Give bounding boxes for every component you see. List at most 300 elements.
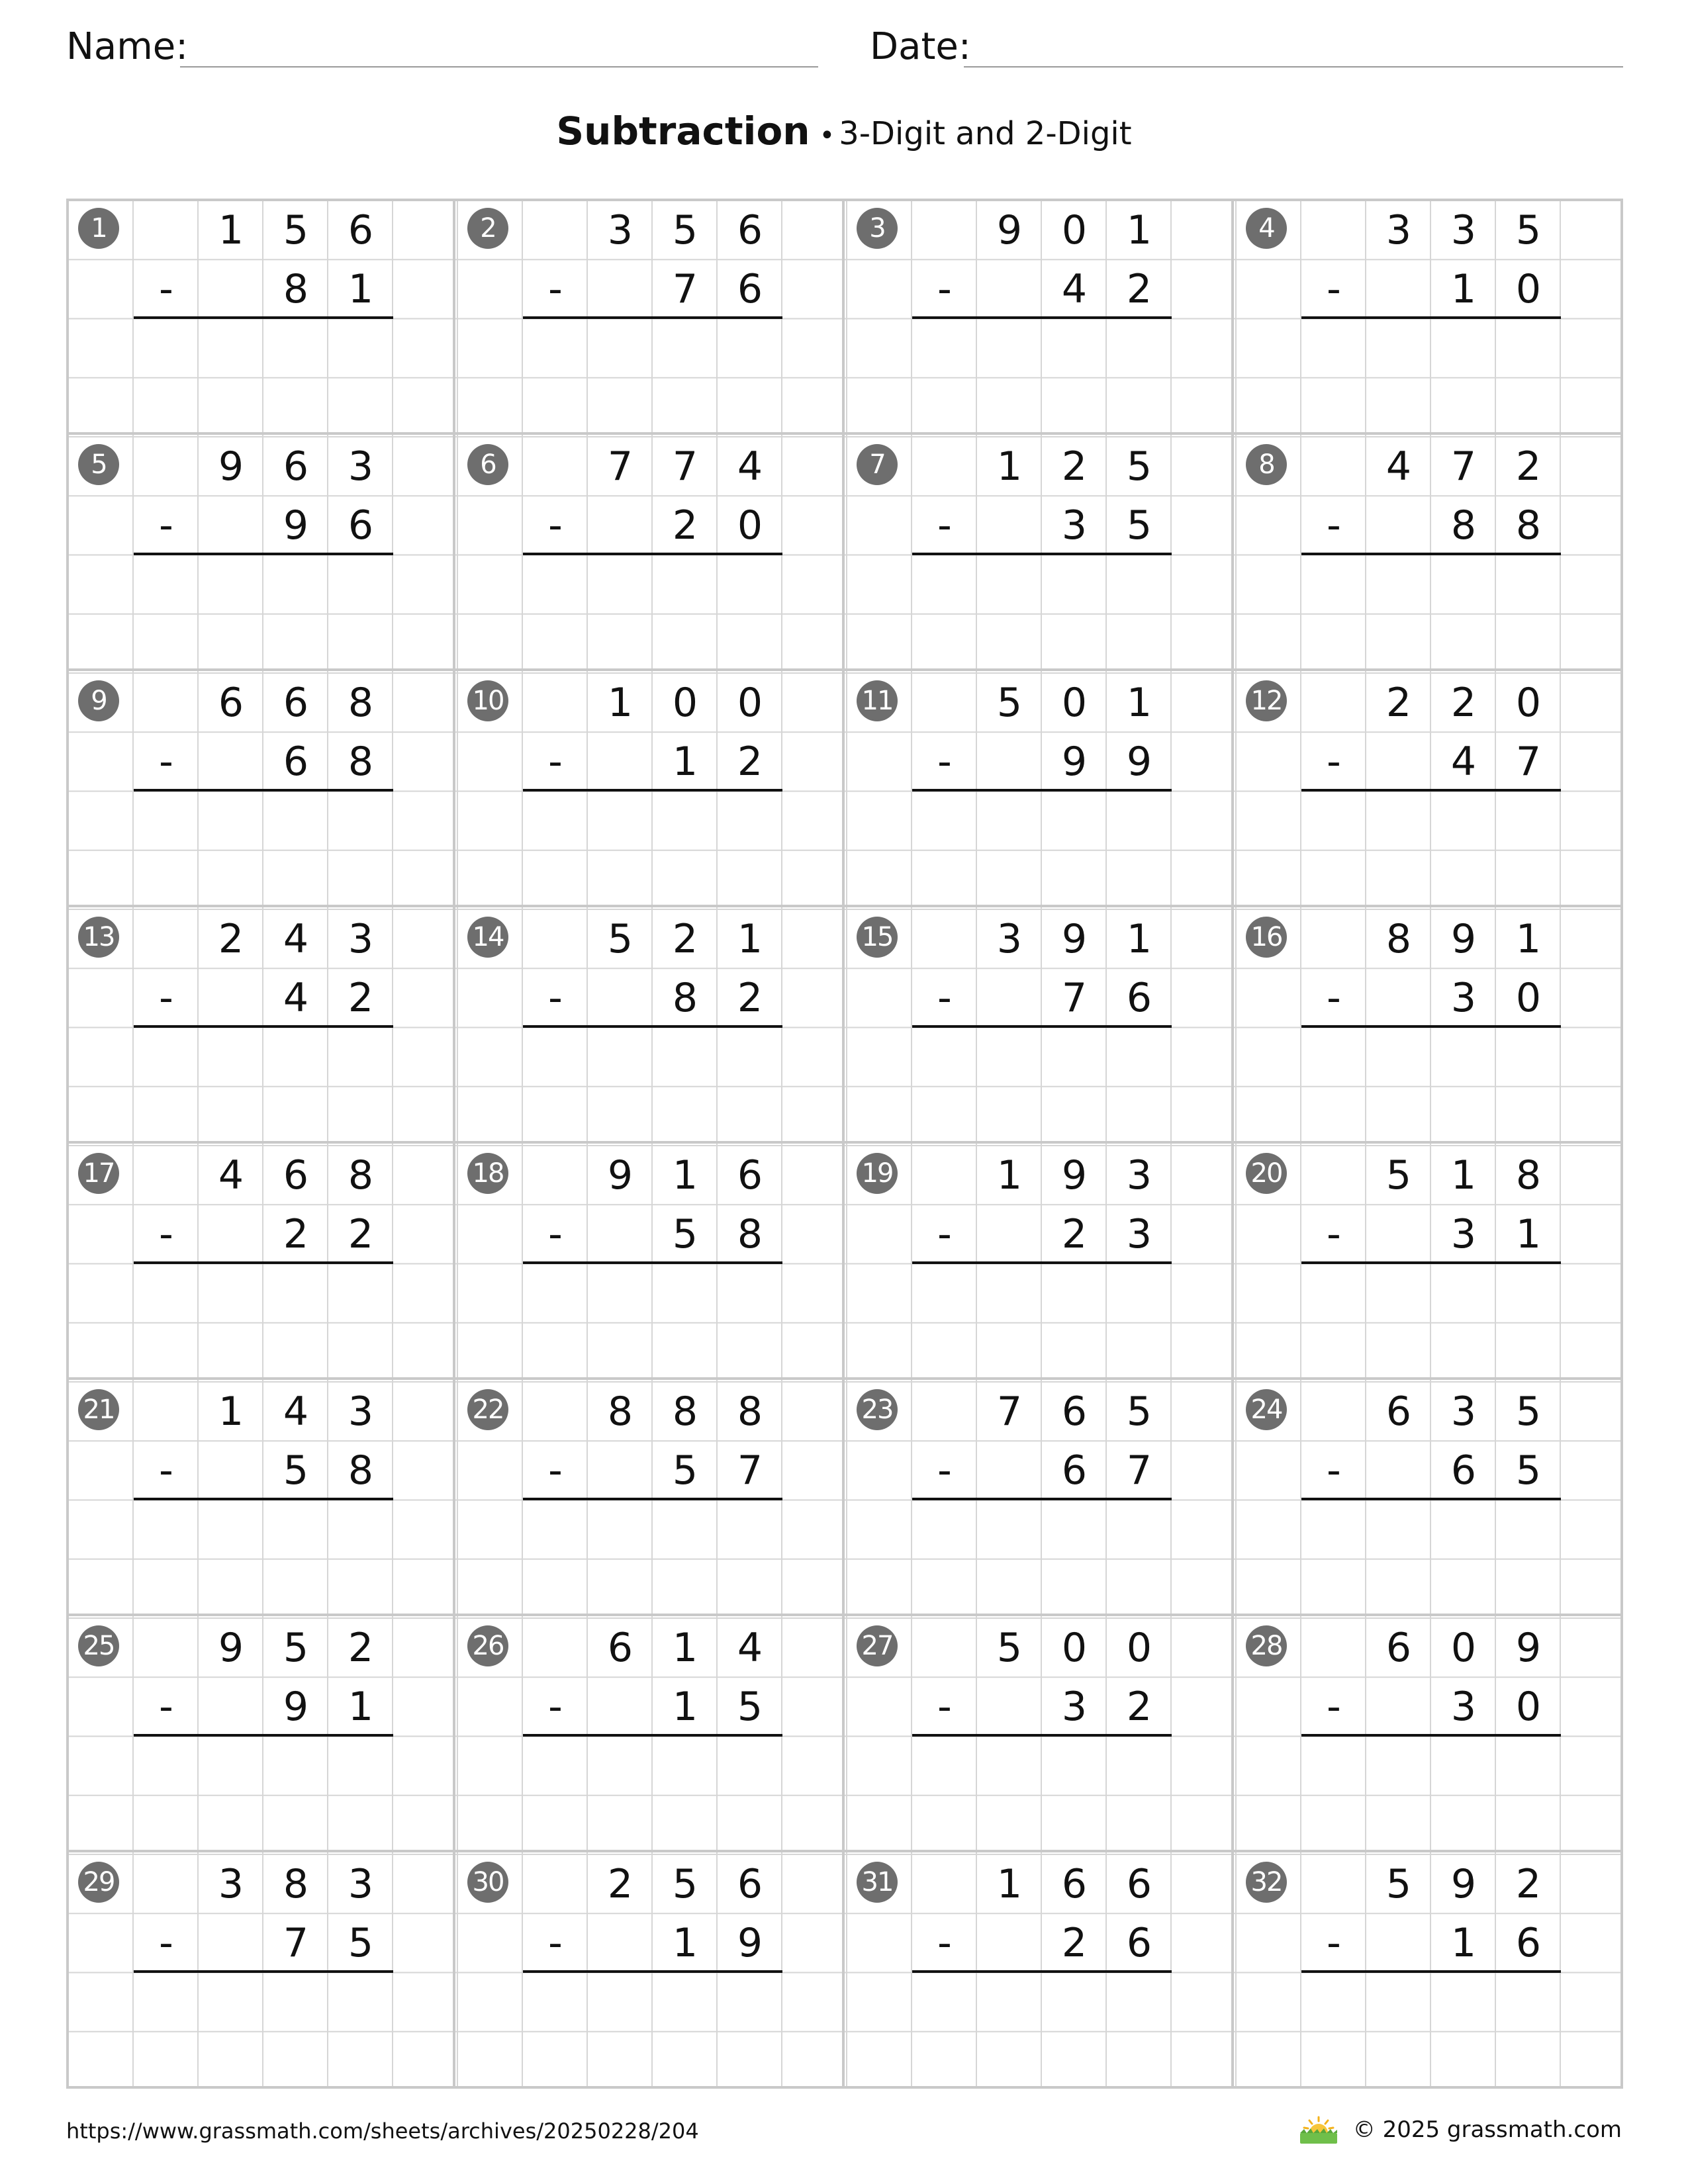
minuend-digit: 5 [1385,1861,1412,1907]
answer-area[interactable] [523,322,782,433]
answer-area[interactable] [523,1976,782,2087]
answer-rule [1301,1498,1561,1500]
minus-operator: - [937,1684,952,1731]
minus-operator: - [937,502,952,549]
answer-area[interactable] [912,1740,1172,1850]
answer-area[interactable] [134,1504,393,1614]
problem-number-badge: 12 [1246,680,1287,721]
title-subtitle: 3-Digit and 2-Digit [839,115,1132,152]
minuend-digit: 6 [1385,1625,1412,1671]
problem-number-badge: 15 [857,917,898,958]
minuend-digit: 6 [1385,1388,1412,1435]
minuend-digit: 2 [607,1861,633,1907]
minus-operator: - [548,266,563,313]
minus-operator: - [159,1211,173,1258]
problem-cell [845,671,1234,907]
subtrahend-digit: 1 [348,1684,374,1731]
problem-number-badge: 26 [467,1625,508,1666]
problem-cell [845,1616,1234,1852]
problem-cell [1234,1852,1623,2089]
minuend-digit: 7 [996,1388,1023,1435]
subtrahend-digit: 9 [1126,739,1152,786]
minus-operator: - [1327,1920,1341,1967]
problem-number-badge: 32 [1246,1862,1287,1903]
minuend-digit: 1 [672,1625,698,1671]
minuend-digit: 5 [1515,207,1542,253]
minuend-digit: 8 [672,1388,698,1435]
minuend-digit: 3 [348,916,374,962]
problem-number-badge: 30 [467,1862,508,1903]
answer-area[interactable] [134,1740,393,1850]
minuend-digit: 9 [996,207,1023,253]
subtrahend-digit: 4 [1450,739,1477,786]
minus-operator: - [159,502,173,549]
minuend-digit: 2 [1385,680,1412,726]
minuend-digit: 4 [737,1625,763,1671]
problem-cell [66,1616,455,1852]
answer-rule [1301,553,1561,555]
problem-number-badge: 16 [1246,917,1287,958]
minuend-digit: 1 [218,1388,244,1435]
minuend-digit: 2 [348,1625,374,1671]
problem-number-badge: 31 [857,1862,898,1903]
minuend-digit: 1 [1515,916,1542,962]
minuend-digit: 2 [218,916,244,962]
problem-number-badge: 18 [467,1153,508,1194]
minus-operator: - [548,1211,563,1258]
minuend-digit: 3 [218,1861,244,1907]
answer-rule [1301,316,1561,319]
problem-number-badge: 14 [467,917,508,958]
minuend-digit: 5 [996,1625,1023,1671]
minuend-digit: 0 [1450,1625,1477,1671]
answer-rule [523,553,782,555]
minuend-digit: 6 [737,1861,763,1907]
subtrahend-digit: 7 [737,1447,763,1494]
subtrahend-digit: 5 [348,1920,374,1967]
minuend-digit: 8 [283,1861,309,1907]
subtrahend-digit: 2 [737,739,763,786]
page-title [0,105,1688,162]
answer-rule [912,1498,1172,1500]
answer-area[interactable] [1301,795,1561,905]
subtrahend-digit: 6 [1450,1447,1477,1494]
subtrahend-digit: 8 [283,266,309,313]
minuend-digit: 3 [996,916,1023,962]
subtrahend-digit: 4 [283,975,309,1022]
problem-number-badge: 13 [78,917,119,958]
minus-operator: - [1327,739,1341,786]
answer-rule [912,553,1172,555]
minus-operator: - [159,1920,173,1967]
problem-number-badge: 5 [78,444,119,485]
minus-operator: - [937,1920,952,1967]
answer-rule [1301,789,1561,792]
subtrahend-digit: 6 [1515,1920,1542,1967]
problem-cell [66,1144,455,1380]
minuend-digit: 3 [1450,207,1477,253]
subtrahend-digit: 0 [1515,1684,1542,1731]
minuend-digit: 4 [1385,443,1412,490]
problem-cell [845,1144,1234,1380]
answer-area[interactable] [134,1976,393,2087]
subtrahend-digit: 1 [672,739,698,786]
name-label: Name: [66,25,189,68]
answer-rule [912,1970,1172,1973]
subtrahend-digit: 6 [348,502,374,549]
subtrahend-digit: 6 [737,266,763,313]
answer-area[interactable] [134,795,393,905]
problem-number-badge: 1 [78,208,119,249]
answer-area[interactable] [523,1031,782,1142]
subtrahend-digit: 2 [348,975,374,1022]
problem-number-badge: 17 [78,1153,119,1194]
minuend-digit: 0 [1061,680,1088,726]
subtrahend-digit: 1 [1515,1211,1542,1258]
problem-cell [1234,1380,1623,1616]
problem-number-badge: 22 [467,1389,508,1430]
problem-cell [455,1616,845,1852]
subtrahend-digit: 5 [1515,1447,1542,1494]
minus-operator: - [548,739,563,786]
answer-area[interactable] [523,1504,782,1614]
minuend-digit: 6 [1061,1861,1088,1907]
minuend-digit: 3 [348,1388,374,1435]
subtrahend-digit: 8 [737,1211,763,1258]
answer-area[interactable] [134,559,393,669]
problem-cell [455,1144,845,1380]
subtrahend-digit: 8 [348,739,374,786]
subtrahend-digit: 9 [283,1684,309,1731]
minuend-digit: 1 [1450,1152,1477,1199]
minus-operator: - [159,739,173,786]
problem-cell [66,671,455,907]
problem-number-badge: 3 [857,208,898,249]
problem-number-badge: 11 [857,680,898,721]
problem-cell [845,907,1234,1144]
minus-operator: - [1327,1684,1341,1731]
answer-rule [912,1734,1172,1737]
subtrahend-digit: 0 [1515,266,1542,313]
minus-operator: - [548,1920,563,1967]
minuend-digit: 9 [1061,1152,1088,1199]
problem-cell [1234,671,1623,907]
minuend-digit: 5 [1126,1388,1152,1435]
sun-grass-icon [1297,2115,1340,2145]
problem-cell [455,435,845,671]
answer-rule [134,1970,393,1973]
problem-number-badge: 27 [857,1625,898,1666]
minus-operator: - [1327,502,1341,549]
minuend-digit: 8 [1385,916,1412,962]
problem-cell [845,1852,1234,2089]
minuend-digit: 7 [672,443,698,490]
minuend-digit: 3 [607,207,633,253]
answer-area[interactable] [1301,559,1561,669]
problem-number-badge: 28 [1246,1625,1287,1666]
answer-area[interactable] [523,1267,782,1378]
problem-cell [1234,1144,1623,1380]
answer-area[interactable] [1301,1267,1561,1378]
subtrahend-digit: 5 [672,1447,698,1494]
answer-rule [134,1498,393,1500]
minuend-digit: 5 [996,680,1023,726]
problem-cell [1234,199,1623,435]
problem-number-badge: 19 [857,1153,898,1194]
minuend-digit: 0 [672,680,698,726]
minuend-digit: 1 [996,1152,1023,1199]
name-line[interactable] [180,66,818,68]
minuend-digit: 8 [607,1388,633,1435]
date-line[interactable] [964,66,1623,68]
answer-rule [1301,1261,1561,1264]
footer-copyright: © 2025 grassmath.com [1352,2116,1622,2143]
minuend-digit: 2 [1515,1861,1542,1907]
minuend-digit: 3 [348,1861,374,1907]
minuend-digit: 5 [1385,1152,1412,1199]
answer-area[interactable] [912,1504,1172,1614]
minuend-digit: 2 [672,916,698,962]
minuend-digit: 1 [737,916,763,962]
subtrahend-digit: 7 [1515,739,1542,786]
problem-cell [455,1852,845,2089]
minuend-digit: 8 [737,1388,763,1435]
problem-cell [1234,907,1623,1144]
answer-area[interactable] [912,1976,1172,2087]
minuend-digit: 1 [218,207,244,253]
answer-rule [523,1261,782,1264]
minuend-digit: 3 [348,443,374,490]
minus-operator: - [937,1211,952,1258]
subtrahend-digit: 0 [737,502,763,549]
minuend-digit: 6 [348,207,374,253]
subtrahend-digit: 2 [1061,1920,1088,1967]
minuend-digit: 6 [283,1152,309,1199]
subtrahend-digit: 5 [672,1211,698,1258]
minuend-digit: 9 [218,1625,244,1671]
problem-number-badge: 10 [467,680,508,721]
problem-cell [845,1380,1234,1616]
minuend-digit: 1 [996,1861,1023,1907]
minuend-digit: 8 [348,1152,374,1199]
subtrahend-digit: 8 [348,1447,374,1494]
answer-rule [523,1970,782,1973]
answer-area[interactable] [523,559,782,669]
subtrahend-digit: 2 [283,1211,309,1258]
minuend-digit: 3 [1126,1152,1152,1199]
problem-cell [66,1380,455,1616]
answer-rule [523,316,782,319]
answer-area[interactable] [1301,322,1561,433]
answer-area[interactable] [912,1031,1172,1142]
minuend-digit: 0 [1126,1625,1152,1671]
minuend-digit: 5 [672,1861,698,1907]
answer-area[interactable] [912,322,1172,433]
minuend-digit: 6 [1061,1388,1088,1435]
subtrahend-digit: 2 [348,1211,374,1258]
minuend-digit: 0 [1061,1625,1088,1671]
minuend-digit: 9 [1450,916,1477,962]
subtrahend-digit: 2 [672,502,698,549]
minuend-digit: 7 [1450,443,1477,490]
minus-operator: - [548,975,563,1022]
minus-operator: - [1327,1447,1341,1494]
answer-area[interactable] [912,559,1172,669]
minuend-digit: 1 [1126,680,1152,726]
answer-area[interactable] [1301,1976,1561,2087]
problem-cell [1234,435,1623,671]
minuend-digit: 3 [1385,207,1412,253]
answer-rule [912,1261,1172,1264]
problem-cell [455,199,845,435]
minus-operator: - [548,1447,563,1494]
answer-rule [523,789,782,792]
answer-rule [134,789,393,792]
subtrahend-digit: 4 [1061,266,1088,313]
answer-rule [912,789,1172,792]
subtrahend-digit: 8 [1450,502,1477,549]
problem-cell [455,1380,845,1616]
minuend-digit: 4 [283,916,309,962]
answer-area[interactable] [134,1031,393,1142]
minuend-digit: 5 [1126,443,1152,490]
problem-number-badge: 21 [78,1389,119,1430]
subtrahend-digit: 9 [737,1920,763,1967]
problem-cell [455,907,845,1144]
subtrahend-digit: 5 [1126,502,1152,549]
minus-operator: - [548,1684,563,1731]
subtrahend-digit: 3 [1061,502,1088,549]
answer-area[interactable] [1301,1504,1561,1614]
subtrahend-digit: 1 [672,1920,698,1967]
minuend-digit: 9 [1450,1861,1477,1907]
subtrahend-digit: 0 [1515,975,1542,1022]
minuend-digit: 6 [218,680,244,726]
minus-operator: - [159,975,173,1022]
subtrahend-digit: 8 [672,975,698,1022]
subtrahend-digit: 9 [283,502,309,549]
minuend-digit: 6 [607,1625,633,1671]
minuend-digit: 5 [283,1625,309,1671]
answer-area[interactable] [523,795,782,905]
footer-brand [1297,2113,1622,2147]
subtrahend-digit: 2 [1061,1211,1088,1258]
minuend-digit: 4 [283,1388,309,1435]
problem-grid [66,199,1623,2089]
problem-number-badge: 29 [78,1862,119,1903]
problem-number-badge: 24 [1246,1389,1287,1430]
minuend-digit: 6 [737,207,763,253]
subtrahend-digit: 7 [283,1920,309,1967]
subtrahend-digit: 1 [1450,266,1477,313]
minuend-digit: 4 [218,1152,244,1199]
problem-cell [845,199,1234,435]
problem-number-badge: 25 [78,1625,119,1666]
subtrahend-digit: 7 [1126,1447,1152,1494]
title-bullet: • [819,120,835,151]
date-label: Date: [870,25,971,68]
subtrahend-digit: 3 [1450,1211,1477,1258]
minuend-digit: 1 [996,443,1023,490]
answer-area[interactable] [912,795,1172,905]
subtrahend-digit: 5 [283,1447,309,1494]
subtrahend-digit: 3 [1061,1684,1088,1731]
answer-rule [1301,1970,1561,1973]
subtrahend-digit: 2 [1126,266,1152,313]
problem-number-badge: 2 [467,208,508,249]
problem-number-badge: 8 [1246,444,1287,485]
problem-cell [66,907,455,1144]
answer-rule [134,553,393,555]
minuend-digit: 3 [1450,1388,1477,1435]
answer-area[interactable] [1301,1031,1561,1142]
minuend-digit: 5 [283,207,309,253]
minus-operator: - [937,266,952,313]
minuend-digit: 0 [1515,680,1542,726]
subtrahend-digit: 7 [672,266,698,313]
minuend-digit: 2 [1450,680,1477,726]
minuend-digit: 6 [283,680,309,726]
answer-rule [1301,1734,1561,1737]
minus-operator: - [159,266,173,313]
minus-operator: - [1327,1211,1341,1258]
problem-number-badge: 9 [78,680,119,721]
problem-number-badge: 4 [1246,208,1287,249]
minuend-digit: 1 [1126,207,1152,253]
answer-rule [523,1734,782,1737]
subtrahend-digit: 1 [1450,1920,1477,1967]
answer-rule [523,1025,782,1028]
subtrahend-digit: 9 [1061,739,1088,786]
answer-area[interactable] [134,1267,393,1378]
minus-operator: - [159,1447,173,1494]
subtrahend-digit: 2 [1126,1684,1152,1731]
minuend-digit: 6 [283,443,309,490]
minuend-digit: 5 [1515,1388,1542,1435]
problem-number-badge: 7 [857,444,898,485]
minuend-digit: 9 [1061,916,1088,962]
minuend-digit: 1 [607,680,633,726]
minuend-digit: 6 [1126,1861,1152,1907]
problem-cell [845,435,1234,671]
answer-area[interactable] [912,1267,1172,1378]
minuend-digit: 2 [1061,443,1088,490]
title-main: Subtraction [556,109,810,154]
subtrahend-digit: 8 [1515,502,1542,549]
minuend-digit: 4 [737,443,763,490]
subtrahend-digit: 5 [737,1684,763,1731]
answer-area[interactable] [134,322,393,433]
subtrahend-digit: 3 [1126,1211,1152,1258]
problem-cell [455,671,845,907]
problem-number-badge: 23 [857,1389,898,1430]
minuend-digit: 7 [607,443,633,490]
subtrahend-digit: 6 [1126,975,1152,1022]
minuend-digit: 5 [607,916,633,962]
subtrahend-digit: 7 [1061,975,1088,1022]
subtrahend-digit: 3 [1450,1684,1477,1731]
problem-cell [66,1852,455,2089]
answer-area[interactable] [523,1740,782,1850]
minuend-digit: 9 [1515,1625,1542,1671]
minus-operator: - [937,975,952,1022]
minuend-digit: 0 [737,680,763,726]
footer-url: https://www.grassmath.com/sheets/archives/20250228/204 [66,2118,699,2144]
minuend-digit: 1 [1126,916,1152,962]
answer-area[interactable] [1301,1740,1561,1850]
minuend-digit: 1 [672,1152,698,1199]
problem-cell [1234,1616,1623,1852]
